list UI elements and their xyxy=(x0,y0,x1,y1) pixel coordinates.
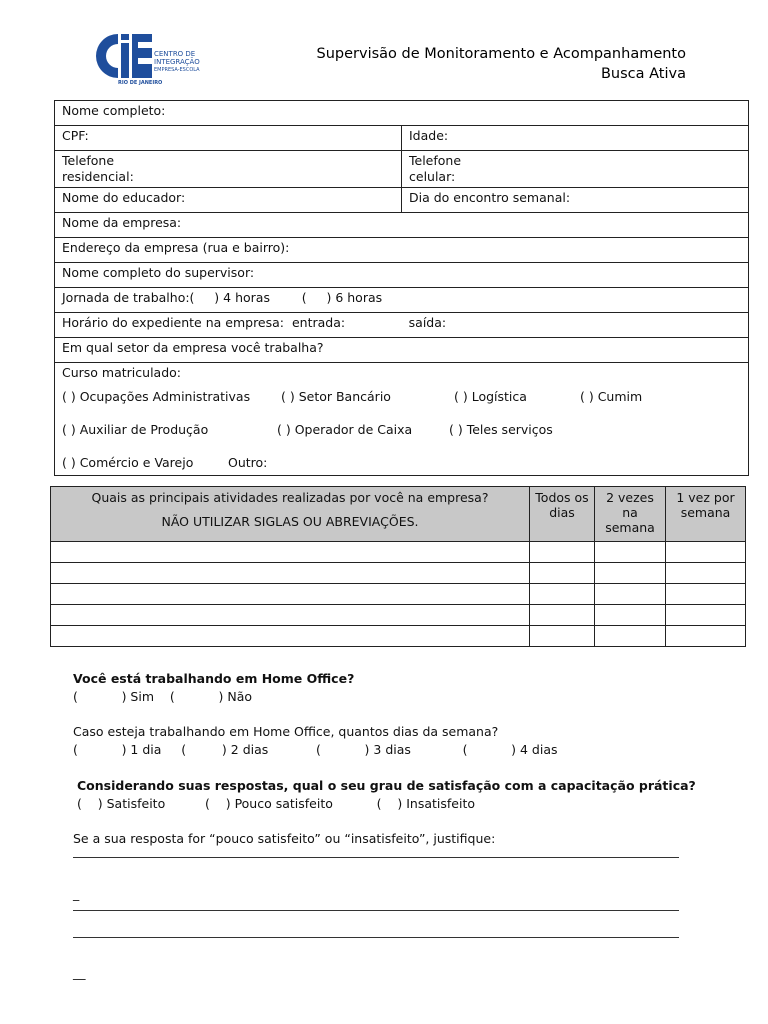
answer-line[interactable] xyxy=(73,857,679,858)
field-idade[interactable]: Idade: xyxy=(402,126,749,151)
header-subtitle: Busca Ativa xyxy=(600,66,686,82)
col-1-vez: 1 vez por semana xyxy=(666,487,746,542)
check-cell[interactable] xyxy=(530,605,595,626)
field-cpf[interactable]: CPF: xyxy=(55,126,402,151)
table-row xyxy=(51,542,746,563)
curso-opt-caixa[interactable]: ( ) Operador de Caixa xyxy=(277,422,413,437)
check-cell[interactable] xyxy=(595,626,666,647)
satisfaction-options[interactable]: ( ) Satisfeito ( ) Pouco satisfeito ( ) Insatisfeito xyxy=(77,796,476,811)
field-telefone-residencial[interactable] xyxy=(55,151,402,188)
answer-line[interactable] xyxy=(73,937,679,938)
check-cell[interactable] xyxy=(666,626,746,647)
field-nome[interactable]: Nome completo: xyxy=(55,101,749,126)
check-cell[interactable] xyxy=(666,605,746,626)
table-row xyxy=(51,605,746,626)
table-row xyxy=(51,584,746,605)
justify-question: Se a sua resposta for “pouco satisfeito” ou “insatisfeito”, justifique: xyxy=(73,831,496,846)
logo-sub2: INTEGRAÇÃO xyxy=(154,58,200,66)
field-educador[interactable]: Nome do educador: xyxy=(55,188,402,213)
curso-opt-admin[interactable]: ( ) Ocupações Administrativas xyxy=(62,389,251,404)
activity-cell[interactable] xyxy=(51,584,530,605)
activities-warning: NÃO UTILIZAR SIGLAS OU ABREVIAÇÕES. xyxy=(161,514,419,529)
tel-res-label-2: residencial: xyxy=(62,169,134,184)
check-cell[interactable] xyxy=(530,563,595,584)
curso-opt-teles[interactable]: ( ) Teles serviços xyxy=(449,422,553,437)
home-office-days-question: Caso esteja trabalhando em Home Office, quantos dias da semana? xyxy=(73,724,499,739)
tel-cel-label-1: Telefone xyxy=(409,153,462,168)
field-supervisor[interactable]: Nome completo do supervisor: xyxy=(55,263,749,288)
field-setor[interactable]: Em qual setor da empresa você trabalha? xyxy=(55,338,749,363)
curso-opt-bancario[interactable]: ( ) Setor Bancário xyxy=(281,389,391,404)
check-cell[interactable] xyxy=(595,605,666,626)
field-dia-encontro[interactable]: Dia do encontro semanal: xyxy=(402,188,749,213)
activity-cell[interactable] xyxy=(51,542,530,563)
activity-cell[interactable] xyxy=(51,605,530,626)
answer-line[interactable] xyxy=(73,910,679,911)
logo-sub1: CENTRO DE xyxy=(154,50,196,58)
field-endereco[interactable]: Endereço da empresa (rua e bairro): xyxy=(55,238,749,263)
student-info-form xyxy=(54,100,749,476)
field-telefone-celular[interactable] xyxy=(402,151,749,188)
document-header xyxy=(317,44,686,84)
field-jornada[interactable]: Jornada de trabalho:( ) 4 horas ( ) 6 horas xyxy=(55,288,749,313)
tel-cel-label-2: celular: xyxy=(409,169,456,184)
satisfaction-question: Considerando suas respostas, qual o seu grau de satisfação com a capacitação prática? xyxy=(77,778,696,793)
activities-question: Quais as principais atividades realizadas por você na empresa? xyxy=(91,490,489,505)
table-row xyxy=(51,563,746,584)
check-cell[interactable] xyxy=(595,542,666,563)
field-horario[interactable]: Horário do expediente na empresa: entrada: saída: xyxy=(55,313,749,338)
check-cell[interactable] xyxy=(666,542,746,563)
home-office-days-options[interactable]: ( ) 1 dia ( ) 2 dias ( ) 3 dias ( ) 4 dias xyxy=(73,742,558,757)
check-cell[interactable] xyxy=(595,563,666,584)
check-cell[interactable] xyxy=(530,584,595,605)
header-title: Supervisão de Monitoramento e Acompanhamento xyxy=(316,46,686,62)
activities-table xyxy=(50,486,746,647)
curso-label: Curso matriculado: xyxy=(62,365,181,380)
home-office-question: Você está trabalhando em Home Office? xyxy=(73,671,355,686)
curso-opt-outro[interactable]: Outro: xyxy=(228,455,268,470)
curso-opt-cumim[interactable]: ( ) Cumim xyxy=(580,389,643,404)
check-cell[interactable] xyxy=(595,584,666,605)
check-cell[interactable] xyxy=(530,542,595,563)
logo-city: RIO DE JANEIRO xyxy=(118,80,163,86)
home-office-options[interactable]: ( ) Sim ( ) Não xyxy=(73,689,253,704)
col-todos-dias: Todos os dias xyxy=(530,487,595,542)
logo-sub3: EMPRESA-ESCOLA xyxy=(154,67,200,73)
activities-header xyxy=(51,487,530,542)
activity-cell[interactable] xyxy=(51,563,530,584)
curso-opt-comercio[interactable]: ( ) Comércio e Varejo xyxy=(62,455,194,470)
answer-line-tail[interactable]: _ xyxy=(73,886,80,901)
field-empresa[interactable]: Nome da empresa: xyxy=(55,213,749,238)
curso-opt-producao[interactable]: ( ) Auxiliar de Produção xyxy=(62,422,209,437)
check-cell[interactable] xyxy=(666,563,746,584)
cie-logo xyxy=(88,28,208,88)
table-row xyxy=(51,626,746,647)
activity-cell[interactable] xyxy=(51,626,530,647)
col-2-vezes: 2 vezes na semana xyxy=(595,487,666,542)
answer-line-tail[interactable]: __ xyxy=(73,965,86,980)
check-cell[interactable] xyxy=(530,626,595,647)
field-curso xyxy=(55,363,749,476)
tel-res-label-1: Telefone xyxy=(62,153,115,168)
curso-opt-logistica[interactable]: ( ) Logística xyxy=(454,389,527,404)
check-cell[interactable] xyxy=(666,584,746,605)
